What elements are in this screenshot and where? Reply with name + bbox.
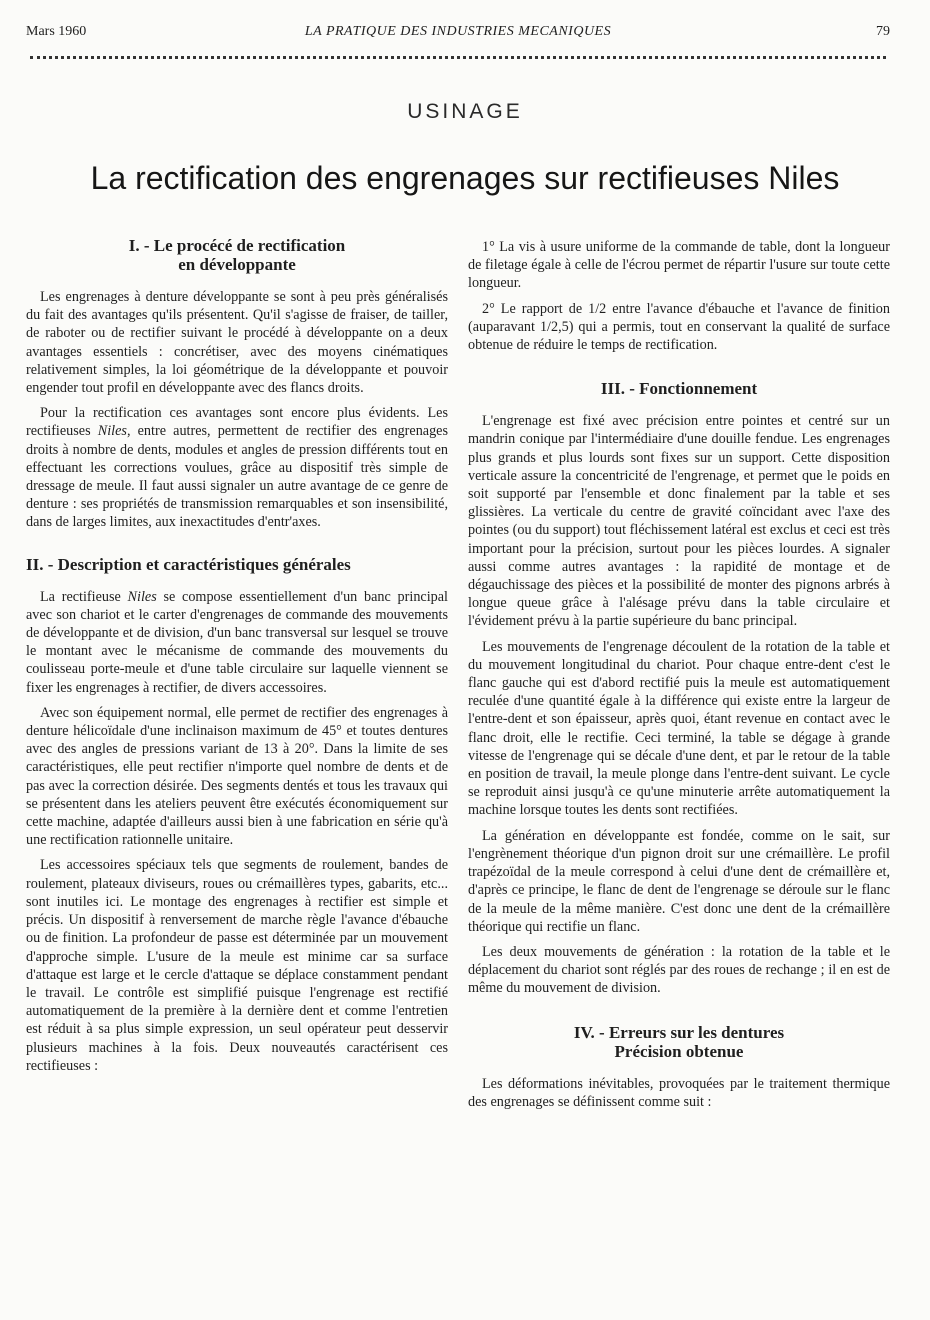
- text-run: La rectifieuse: [40, 588, 128, 605]
- heading-section-2: II. - Description et caractéristiques générales: [26, 554, 351, 574]
- text-run: Pour la rectification ces avantages sont encore plus évidents. Les rectifieuses: [26, 405, 448, 440]
- paragraph: Les accessoires spéciaux tels que segments de roulement, bandes de roulement, plateaux diviseurs, roues ou crémaillères types, gabarits, etc... sont inutiles ici. Le montage des engrenages à rectifier est simple et précis. Un dispositif à renversement de marche règle l'avance d'ébauche ou de finition. La profondeur de passe est déterminée par un mouvement d'approche simple. L'usure de la meule est minime car sa surface d'attaque est large et le cercle d'attaque se déplace constamment pendant le travail. Le contrôle est simplifié puisque l'engrenage est rectifié automatiquement de la première à la dernière dent et comme l'entretien est réduit à sa plus simple expression, un seul opérateur peut desservir plusieurs machines à la fois. Deux nouveautés caractérisent ces rectifieuses :: [26, 857, 448, 1074]
- brand-name: Niles: [127, 588, 157, 605]
- paragraph: Les deux mouvements de génération : la rotation de la table et le déplacement du chariot sont réglés par des roues de rechange ; il en est de même du mouvement de division.: [468, 943, 890, 997]
- heading-line: Précision obtenue: [614, 1041, 744, 1061]
- heading-line: IV. - Erreurs sur les dentures: [573, 1022, 785, 1042]
- paragraph: 2° Le rapport de 1/2 entre l'avance d'ébauche et l'avance de finition (auparavant 1/2,5) qui a permis, tout en conservant la qualité de surface obtenue de réduire le temps de rectification.: [468, 300, 890, 354]
- heading-section-3: III. - Fonctionnement: [600, 379, 758, 399]
- paragraph: L'engrenage est fixé avec précision entre pointes et centré sur un mandrin conique par l'intermédiaire d'une douille fendue. Les engrenages plus grands et plus lourds sont fixes sur un support. Cette disposition verticale assure la concentricité de l'engrenage, et permet que le poids en soit supporté par l'ensemble et donc finalement par la table et ses glissières. La verticale du centre de gravité coïncidant avec l'axe des pointes (ou du support) tout fléchissement latéral est exclus et ceci est très important pour la précision, surtout pour les pièces lourdes. A signaler aussi comme autres avantages : la rapidité de montage et de dégauchissage des pièces et la possibilité de monter des pignons arbrés à longue queue grâce à l'alésage prévu dans la table circulaire et l'évidement prévu à la partie supérieure du banc principal.: [468, 413, 890, 630]
- text-run: , entre autres, permettent de rectifier des engrenages droits à nombre de dents, modules et angles de pression différents tout en effectuant les corrections voulues, grâce au dispositif très simple de dressage de meule. Il faut aussi signaler un autre avantage de ce genre de denture : ses propriétés de transmission remarquables et son insensibilité, dans de larges limites, aux inexactitudes d'entr'axes.: [26, 423, 448, 531]
- left-column: [26, 236, 448, 1082]
- brand-name: Niles: [97, 423, 127, 440]
- right-column: [468, 238, 890, 1118]
- journal-title: LA PRATIQUE DES INDUSTRIES MECANIQUES: [304, 24, 612, 39]
- heading-section-1: [26, 236, 448, 274]
- paragraph: [26, 588, 448, 697]
- page-number: 79: [876, 24, 890, 39]
- paragraph: Les engrenages à denture développante se sont à peu près généralisés du fait des avantages qu'ils présentent. Qu'il s'agisse de fraiser, de tailler, de raboter ou de rectifier suivant le procédé à développante on a deux avantages essentiels : concrétiser, avec des moyens cinématiques relativement simples, la loi géométrique de la développante et pouvoir engender tout profil en développante avec des flancs droits.: [26, 289, 448, 397]
- paragraph: Les déformations inévitables, provoquées par le traitement thermique des engrenages se définissent comme suit :: [468, 1075, 890, 1110]
- heading-line: I. - Le procécé de rectification: [128, 236, 346, 255]
- text-run: se compose essentiellement d'un banc principal avec son chariot et le carter d'engrenages de commande des mouvements de développante et de division, d'un banc transversal sur lesquel se trouve le montant avec le mécanisme de commande des mouvements du coulisseau porte-meule et d'une table circulaire sur laquelle viennent se fixer les engrenages à rectifier, de divers accessoires.: [26, 588, 448, 696]
- paragraph: La génération en développante est fondée, comme on le sait, sur l'engrènement théorique d'un pignon droit sur une crémaillère. Le profil trapézoïdal de la meule correspond à celui d'une dent de crémaillère et, d'après ce principe, le flanc de dent de l'engrenage se déroule sur le flanc de la meule de la même manière. C'est donc une dent de la crémaillère théorique qui rectifie un flanc.: [468, 827, 890, 935]
- section-label: USINAGE: [407, 100, 523, 123]
- page-header: [26, 24, 890, 44]
- paragraph: [26, 404, 448, 531]
- heading-section-4: [468, 1023, 890, 1061]
- article-title: La rectification des engrenages sur rectifieuses Niles: [90, 160, 840, 196]
- paragraph: 1° La vis à usure uniforme de la commande de table, dont la longueur de filetage égale à celle de l'écrou permet de répartir l'usure sur toute cette longueur.: [468, 239, 890, 292]
- issue-date: Mars 1960: [26, 24, 87, 39]
- paragraph: Avec son équipement normal, elle permet de rectifier des engrenages à denture hélicoïdale d'une inclinaison maximum de 45° et toutes dentures avec des angles de pressions variant de 13 à 20°. Dans la limite de ses caractéristiques, elle peut rectifier n'importe quel nombre de dents et de pas avec la correction désirée. Des segments dentés et tous les travaux qui se présentent dans les ateliers peuvent être exécutés économiquement sur cette machine, adaptée d'ailleurs aussi bien à une fabrication en série qu'à une rectification rationnelle unitaire.: [26, 704, 448, 849]
- heading-line: en développante: [178, 255, 296, 274]
- header-rule: [30, 56, 886, 59]
- paragraph: Les mouvements de l'engrenage découlent de la rotation de la table et du mouvement longitudinal du chariot. Pour chaque entre-dent c'est le flanc gauche qui est d'abord rectifié puis la meule est automatiquement reculée d'une quantité égale à la différence qui existe entre la largeur de l'entre-dent et son épaisseur, après quoi, étant revenue en contact avec le flanc droit, elle le rectifie. Ceci terminé, la table se dégage à grande vitesse de l'engrenage qui se décale d'une dent, et par le retour de la table en position de travail, la meule plonge dans l'entre-dent suivant. Le cycle se reproduit ainsi jusqu'à ce qu'une minuterie arrête automatiquement la machine lorsque toutes les dents sont rectifiées.: [468, 638, 890, 819]
